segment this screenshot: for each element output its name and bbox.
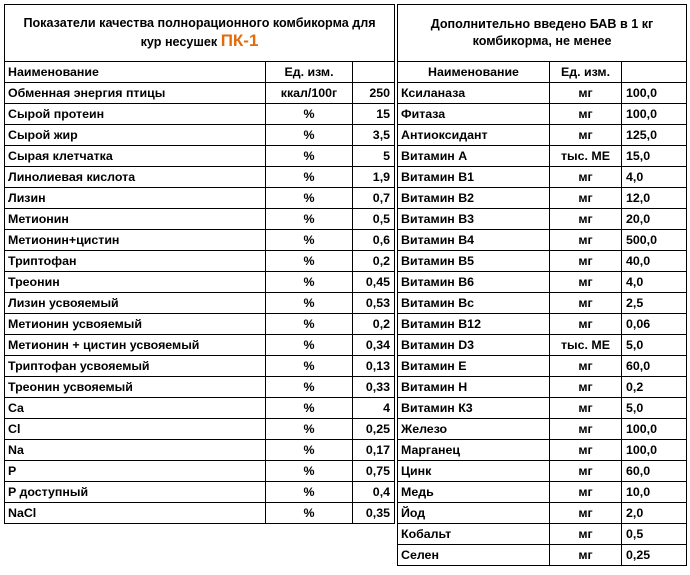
table-row [398, 125, 687, 146]
cell-unit: мг [550, 377, 622, 398]
table-row [398, 419, 687, 440]
cell-name: Витамин Е [398, 356, 550, 377]
table-row [398, 503, 687, 524]
cell-value: 250 [353, 83, 395, 104]
table-row [5, 398, 395, 419]
cell-value: 0,17 [353, 440, 395, 461]
table-row [5, 314, 395, 335]
cell-name: Витамин Н [398, 377, 550, 398]
cell-unit: мг [550, 125, 622, 146]
cell-name: Фитаза [398, 104, 550, 125]
cell-value: 0,13 [353, 356, 395, 377]
table-row [5, 188, 395, 209]
cell-unit: % [266, 230, 353, 251]
cell-value: 0,2 [353, 314, 395, 335]
table-row [398, 272, 687, 293]
table-row [398, 188, 687, 209]
cell-value: 15,0 [622, 146, 687, 167]
cell-value: 0,4 [353, 482, 395, 503]
cell-unit: % [266, 461, 353, 482]
table-row [5, 335, 395, 356]
table-row [398, 104, 687, 125]
cell-unit: мг [550, 251, 622, 272]
cell-value: 4,0 [622, 167, 687, 188]
cell-unit: мг [550, 419, 622, 440]
cell-name: NaCl [5, 503, 266, 524]
table-row [5, 440, 395, 461]
cell-unit: мг [550, 356, 622, 377]
table-row [5, 125, 395, 146]
cell-name: Витамин В1 [398, 167, 550, 188]
cell-unit: мг [550, 461, 622, 482]
cell-value: 0,5 [353, 209, 395, 230]
cell-unit: % [266, 188, 353, 209]
cell-name: Линолиевая кислота [5, 167, 266, 188]
cell-name: Кобальт [398, 524, 550, 545]
cell-name: Метионин [5, 209, 266, 230]
table-row [5, 503, 395, 524]
cell-unit: мг [550, 188, 622, 209]
cell-value: 0,7 [353, 188, 395, 209]
cell-name: Витамин В2 [398, 188, 550, 209]
cell-value: 0,33 [353, 377, 395, 398]
table-row [5, 293, 395, 314]
additives-title-row [398, 5, 687, 62]
cell-value: 100,0 [622, 419, 687, 440]
table-row [5, 146, 395, 167]
cell-value: 0,25 [622, 545, 687, 566]
table-row [398, 251, 687, 272]
cell-unit: % [266, 314, 353, 335]
cell-unit: % [266, 377, 353, 398]
column-header-name: Наименование [5, 62, 266, 83]
additives-title: Дополнительно введено БАВ в 1 кг комбикорма, не менее [398, 5, 687, 62]
feed-quality-title [5, 5, 395, 62]
table-row [398, 209, 687, 230]
cell-unit: % [266, 356, 353, 377]
cell-value: 500,0 [622, 230, 687, 251]
cell-value: 20,0 [622, 209, 687, 230]
table-row [398, 482, 687, 503]
cell-name: Ксиланаза [398, 83, 550, 104]
cell-unit: % [266, 167, 353, 188]
cell-name: Цинк [398, 461, 550, 482]
cell-name: Обменная энергия птицы [5, 83, 266, 104]
table-row [5, 356, 395, 377]
table-row [5, 272, 395, 293]
table-row [5, 419, 395, 440]
cell-value: 100,0 [622, 83, 687, 104]
cell-name: Лизин усвояемый [5, 293, 266, 314]
cell-unit: ккал/100г [266, 83, 353, 104]
cell-name: Витамин А [398, 146, 550, 167]
cell-value: 4 [353, 398, 395, 419]
cell-name: Витамин К3 [398, 398, 550, 419]
cell-unit: мг [550, 272, 622, 293]
cell-unit: мг [550, 83, 622, 104]
cell-name: P доступный [5, 482, 266, 503]
cell-name: Железо [398, 419, 550, 440]
cell-unit: % [266, 398, 353, 419]
cell-value: 2,0 [622, 503, 687, 524]
cell-unit: мг [550, 293, 622, 314]
cell-name: P [5, 461, 266, 482]
cell-value: 15 [353, 104, 395, 125]
table-row [398, 293, 687, 314]
cell-value: 0,2 [622, 377, 687, 398]
additives-header-row [398, 62, 687, 83]
table-row [398, 314, 687, 335]
cell-value: 125,0 [622, 125, 687, 146]
cell-value: 100,0 [622, 104, 687, 125]
cell-unit: мг [550, 440, 622, 461]
column-header-unit: Ед. изм. [266, 62, 353, 83]
table-row [5, 377, 395, 398]
table-row [5, 83, 395, 104]
cell-name: Лизин [5, 188, 266, 209]
table-row [398, 461, 687, 482]
column-header-name: Наименование [398, 62, 550, 83]
cell-name: Витамин Вс [398, 293, 550, 314]
cell-value: 2,5 [622, 293, 687, 314]
cell-name: Cl [5, 419, 266, 440]
cell-value: 100,0 [622, 440, 687, 461]
table-row [5, 230, 395, 251]
cell-unit: тыс. МЕ [550, 146, 622, 167]
cell-name: Метионин+цистин [5, 230, 266, 251]
cell-value: 0,2 [353, 251, 395, 272]
feed-quality-title-line2: кур несушек [140, 35, 218, 49]
cell-name: Треонин [5, 272, 266, 293]
cell-name: Витамин В3 [398, 209, 550, 230]
cell-value: 0,53 [353, 293, 395, 314]
cell-value: 0,34 [353, 335, 395, 356]
table-row [398, 398, 687, 419]
cell-name: Сырой протеин [5, 104, 266, 125]
table-row [398, 356, 687, 377]
table-row [398, 146, 687, 167]
cell-value: 1,9 [353, 167, 395, 188]
cell-name: Антиоксидант [398, 125, 550, 146]
feed-quality-title-row [5, 5, 395, 62]
cell-name: Метионин + цистин усвояемый [5, 335, 266, 356]
cell-value: 0,75 [353, 461, 395, 482]
cell-name: Метионин усвояемый [5, 314, 266, 335]
cell-unit: тыс. МЕ [550, 335, 622, 356]
cell-unit: % [266, 104, 353, 125]
cell-unit: мг [550, 104, 622, 125]
cell-unit: % [266, 440, 353, 461]
cell-name: Витамин В4 [398, 230, 550, 251]
table-row [5, 251, 395, 272]
cell-value: 3,5 [353, 125, 395, 146]
cell-unit: мг [550, 482, 622, 503]
cell-value: 60,0 [622, 461, 687, 482]
cell-name: Селен [398, 545, 550, 566]
table-row [398, 377, 687, 398]
cell-value: 0,45 [353, 272, 395, 293]
table-row [398, 545, 687, 566]
cell-value: 0,35 [353, 503, 395, 524]
cell-unit: % [266, 251, 353, 272]
feed-quality-table [4, 4, 395, 524]
cell-value: 4,0 [622, 272, 687, 293]
cell-name: Витамин В5 [398, 251, 550, 272]
cell-name: Йод [398, 503, 550, 524]
feed-quality-title-line1: Показатели качества полнорационного комбикорма для [23, 16, 376, 30]
cell-unit: мг [550, 209, 622, 230]
cell-unit: % [266, 419, 353, 440]
cell-name: Треонин усвояемый [5, 377, 266, 398]
cell-unit: мг [550, 524, 622, 545]
table-row [398, 83, 687, 104]
cell-value: 10,0 [622, 482, 687, 503]
table-row [398, 440, 687, 461]
cell-unit: % [266, 335, 353, 356]
cell-unit: мг [550, 230, 622, 251]
column-header-value [353, 62, 395, 83]
feed-quality-header-row [5, 62, 395, 83]
table-row [5, 209, 395, 230]
cell-unit: мг [550, 398, 622, 419]
cell-unit: % [266, 293, 353, 314]
cell-name: Витамин В12 [398, 314, 550, 335]
table-row [398, 167, 687, 188]
cell-value: 5,0 [622, 335, 687, 356]
table-row [5, 104, 395, 125]
cell-name: Na [5, 440, 266, 461]
cell-value: 5 [353, 146, 395, 167]
table-row [398, 230, 687, 251]
cell-name: Витамин D3 [398, 335, 550, 356]
cell-value: 60,0 [622, 356, 687, 377]
cell-unit: мг [550, 503, 622, 524]
cell-name: Сырой жир [5, 125, 266, 146]
column-header-unit: Ед. изм. [550, 62, 622, 83]
cell-name: Марганец [398, 440, 550, 461]
cell-name: Ca [5, 398, 266, 419]
cell-unit: % [266, 482, 353, 503]
cell-value: 12,0 [622, 188, 687, 209]
table-row [5, 461, 395, 482]
cell-unit: % [266, 503, 353, 524]
feed-code: ПК-1 [220, 31, 259, 50]
column-header-value [622, 62, 687, 83]
cell-name: Триптофан усвояемый [5, 356, 266, 377]
table-row [5, 482, 395, 503]
cell-name: Медь [398, 482, 550, 503]
cell-unit: % [266, 272, 353, 293]
cell-value: 0,6 [353, 230, 395, 251]
cell-unit: мг [550, 314, 622, 335]
cell-value: 5,0 [622, 398, 687, 419]
cell-unit: мг [550, 167, 622, 188]
table-row [398, 335, 687, 356]
cell-name: Сырая клетчатка [5, 146, 266, 167]
cell-unit: % [266, 146, 353, 167]
table-row [398, 524, 687, 545]
cell-name: Витамин В6 [398, 272, 550, 293]
table-row [5, 167, 395, 188]
cell-value: 0,25 [353, 419, 395, 440]
cell-unit: % [266, 209, 353, 230]
cell-value: 40,0 [622, 251, 687, 272]
cell-unit: мг [550, 545, 622, 566]
cell-value: 0,06 [622, 314, 687, 335]
additives-table [397, 4, 687, 566]
cell-value: 0,5 [622, 524, 687, 545]
cell-name: Триптофан [5, 251, 266, 272]
cell-unit: % [266, 125, 353, 146]
